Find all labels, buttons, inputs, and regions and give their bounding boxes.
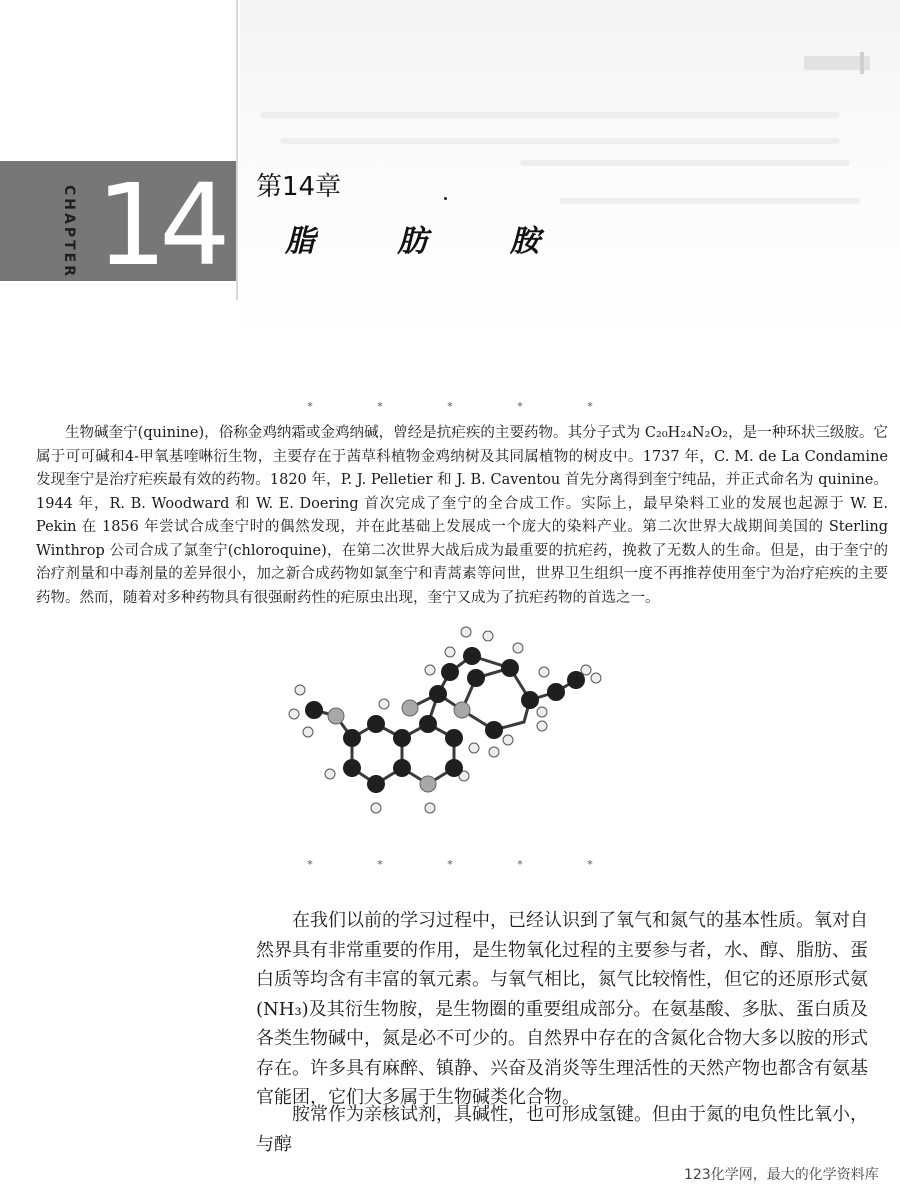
ornament-asterisk: * (447, 858, 453, 871)
bleed-through-header-bar (860, 52, 864, 74)
ornament-asterisk: * (587, 400, 593, 413)
ornament-asterisk: * (517, 400, 523, 413)
ornament-asterisk: * (307, 858, 313, 871)
ornament-top (300, 400, 600, 413)
decorative-dot (444, 197, 447, 200)
vertical-rule (236, 0, 238, 300)
chapter-heading: 第14章 (256, 172, 342, 202)
watermark-text: 123化学网，最大的化学资料库 (684, 1167, 879, 1183)
ornament-asterisk: * (377, 858, 383, 871)
ornament-bottom (300, 858, 600, 871)
ornament-asterisk: * (587, 858, 593, 871)
bleed-through-line (520, 160, 850, 166)
bleed-through-line (280, 138, 840, 144)
bleed-through-line (560, 198, 860, 204)
ornament-asterisk: * (377, 400, 383, 413)
chapter-label: CHAPTER (61, 185, 77, 279)
chapter-number: 14 (96, 161, 223, 291)
ornament-asterisk: * (517, 858, 523, 871)
bleed-through-line (260, 112, 840, 118)
body-paragraph: 胺常作为亲核试剂，具碱性，也可形成氢键。但由于氮的电负性比氧小，与醇 (256, 1104, 868, 1155)
body-paragraph: 在我们以前的学习过程中，已经认识到了氧气和氮气的基本性质。氧对自然界具有非常重要的作用，是生物氧化过程的主要参与者，水、醇、脂肪、蛋白质等均含有丰富的氧元素。与氧气相比，氮气比较惰性，但它的还原形式氨(NH₃)及其衍生物胺，是生物圈的重要组成部分。在氨基酸、多肽、蛋白质及各类生物碱中，氮是必不可少的。自然界中存在的含氮化合物大多以胺的形式存在。许多具有麻醉、镇静、兴奋及消炎等生理活性的天然产物也都含有氨基官能团，它们大多属于生物碱类化合物。 (256, 910, 868, 1108)
ornament-asterisk: * (447, 400, 453, 413)
ornament-asterisk: * (307, 400, 313, 413)
quinine-molecule-model (280, 612, 620, 844)
intro-paragraph: 生物碱奎宁(quinine)，俗称金鸡纳霜或金鸡纳碱，曾经是抗疟疾的主要药物。其分子式为 C₂₀H₂₄N₂O₂，是一种环状三级胺。它属于可可碱和4-甲氧基喹啉衍生物，主要存在于茜草科植物金鸡纳树及其同属植物的树皮中。1737 年，C. M. de La Condamine 发现奎宁是治疗疟疾最有效的药物。1820 年，P. J. Pelletier 和 J. B. Caventou 首先分离得到奎宁纯品，并正式命名为 quinine。1944 年，R. B. Woodward 和 W. E. Doering 首次完成了奎宁的全合成工作。实际上，最早染料工业的发展也起源于 W. E. Pekin 在 1856 年尝试合成奎宁时的偶然发现，并在此基础上发展成一个庞大的染料产业。第二次世界大战期间美国的 Sterling Winthrop 公司合成了氯奎宁(chloroquine)，在第二次世界大战后成为最重要的抗疟药，挽救了无数人的生命。但是，由于奎宁的治疗剂量和中毒剂量的差异很小，加之新合成药物如氯奎宁和青蒿素等问世，世界卫生组织一度不再推荐使用奎宁为治疗疟疾的主要药物。然而，随着对多种药物具有很强耐药性的疟原虫出现，奎宁又成为了抗疟药物的首选之一。 (36, 425, 888, 606)
chapter-title: 脂 肪 胺 (285, 224, 576, 259)
